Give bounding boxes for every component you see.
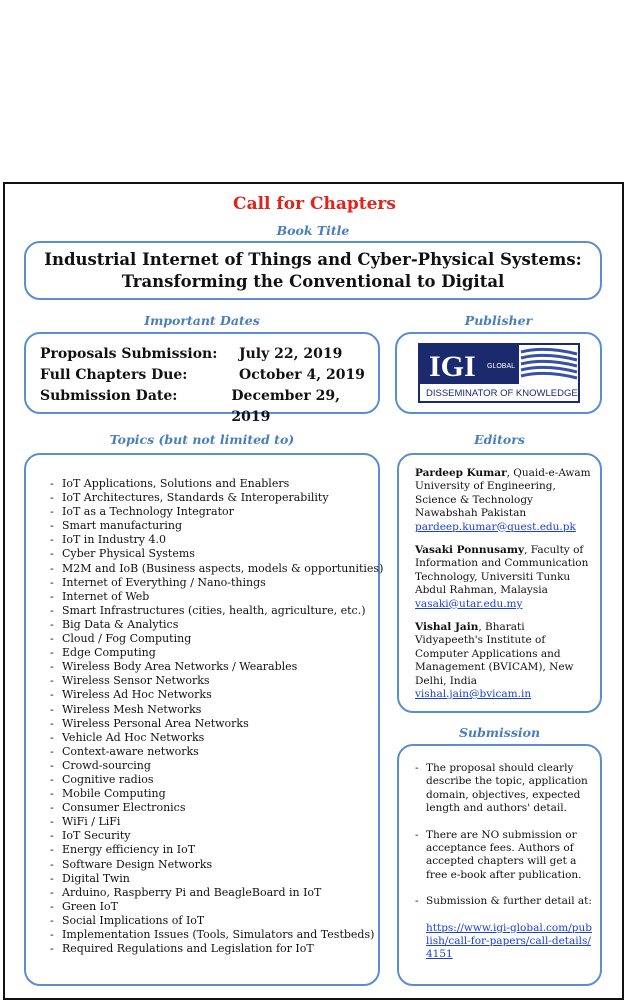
logo-global-text: GLOBAL: [486, 363, 515, 370]
topic-item: - Wireless Body Area Networks / Wearables: [50, 660, 378, 674]
page-title: Call for Chapters: [233, 194, 396, 214]
editor-email-link[interactable]: pardeep.kumar@quest.edu.pk: [415, 520, 576, 533]
topic-item: - WiFi / LiFi: [50, 815, 378, 829]
topic-item: - Energy efficiency in IoT: [50, 843, 378, 857]
date-name: Proposals Submission:: [40, 346, 218, 362]
topic-item: - M2M and IoB (Business aspects, models & opportunities): [50, 562, 378, 576]
topic-item: - Cyber Physical Systems: [50, 547, 378, 561]
topic-item: - Smart Infrastructures (cities, health, agriculture, etc.): [50, 604, 378, 618]
topics-list: [50, 477, 384, 956]
logo-tagline: DISSEMINATOR OF KNOWLEDGE: [425, 388, 578, 399]
topic-item: - Wireless Ad Hoc Networks: [50, 688, 378, 702]
important-dates-box: [24, 332, 380, 425]
logo-igi-text: IGI: [428, 350, 476, 383]
topic-item: - IoT as a Technology Integrator: [50, 505, 378, 519]
topic-item: - Edge Computing: [50, 646, 378, 660]
editors-box: [397, 453, 602, 713]
submission-item: - There are NO submission or acceptance fees. Authors of accepted chapters will get a free e-book after publication.: [415, 829, 592, 883]
topic-item: - Green IoT: [50, 900, 378, 914]
date-value: July 22, 2019: [239, 346, 343, 362]
editor-name: Vasaki Ponnusamy: [415, 544, 525, 557]
book-title-label: Book Title: [276, 223, 350, 238]
submission-item: - The proposal should clearly describe the topic, application domain, objectives, expected length and authors' detail.: [415, 762, 592, 816]
submission-label: Submission: [458, 725, 541, 740]
editor-name: Pardeep Kumar: [415, 467, 507, 479]
topic-item: - Smart manufacturing: [50, 519, 378, 533]
editor-affiliation: , Faculty of Information and Communication Technology, Universiti Tunku Abdul Rahman, Malaysia: [415, 544, 589, 597]
igi-global-logo: [417, 342, 581, 404]
editor-affiliation: , Bharati Vidyapeeth's Institute of Computer Applications and Management (BVICAM), New Delhi, India: [415, 621, 574, 687]
editor-email-link[interactable]: vishal.jain@bvicam.in: [415, 688, 532, 701]
editor-affiliation: , Quaid-e-Awam University of Engineering, Science & Technology Nawabshah Pakistan: [415, 467, 591, 520]
topics-label: Topics (but not limited to): [109, 432, 295, 447]
topics-box: [24, 453, 384, 986]
date-name: Submission Date:: [40, 388, 178, 404]
publisher-box: [395, 332, 602, 414]
date-value: October 4, 2019: [239, 367, 365, 383]
topic-item: - Crowd-sourcing: [50, 759, 378, 773]
submission-text: The proposal should clearly describe the topic, application domain, objectives, expected length and authors' detail.: [426, 762, 588, 815]
submission-item: - Submission & further detail at:: [415, 895, 592, 908]
topic-item: - IoT Applications, Solutions and Enablers: [50, 477, 378, 491]
topic-item: - Internet of Web: [50, 590, 378, 604]
topic-item: - Mobile Computing: [50, 787, 378, 801]
editor-entry: [415, 467, 594, 534]
topic-item: - IoT Architectures, Standards & Interoperability: [50, 491, 378, 505]
topic-item: - Social Implications of IoT: [50, 914, 378, 928]
submission-box: [397, 744, 602, 986]
important-dates-label: Important Dates: [144, 313, 260, 328]
topic-item: - Implementation Issues (Tools, Simulators and Testbeds): [50, 928, 378, 942]
submission-url-wrap: [415, 922, 592, 962]
book-title-line-2: Transforming the Conventional to Digital: [121, 271, 505, 291]
topic-item: - Consumer Electronics: [50, 801, 378, 815]
submission-url-link[interactable]: https://www.igi-global.com/publish/call-for-papers/call-details/4151: [426, 921, 592, 961]
editor-email-link[interactable]: vasaki@utar.edu.my: [415, 597, 523, 610]
topic-item: - Required Regulations and Legislation for IoT: [50, 942, 378, 956]
topic-item: - Internet of Everything / Nano-things: [50, 576, 378, 590]
book-title-line-1: Industrial Internet of Things and Cyber-Physical Systems:: [44, 249, 582, 269]
submission-text: There are NO submission or acceptance fees. Authors of accepted chapters will get a free e-book after publication.: [426, 828, 582, 881]
topic-item: - Context-aware networks: [50, 745, 378, 759]
topic-item: - Wireless Personal Area Networks: [50, 717, 378, 731]
topic-item: - Arduino, Raspberry Pi and BeagleBoard in IoT: [50, 886, 378, 900]
topic-item: - Digital Twin: [50, 872, 378, 886]
editor-name: Vishal Jain: [415, 621, 479, 634]
topic-item: - Cloud / Fog Computing: [50, 632, 378, 646]
topic-item: - Cognitive radios: [50, 773, 378, 787]
date-row: [40, 344, 378, 365]
submission-text: Submission & further detail at:: [426, 895, 592, 908]
editor-entry: [415, 621, 594, 701]
topic-item: - Wireless Sensor Networks: [50, 674, 378, 688]
date-value: December 29, 2019: [231, 388, 340, 425]
editors-label: Editors: [474, 432, 525, 447]
topic-item: - IoT in Industry 4.0: [50, 533, 378, 547]
topic-item: - Vehicle Ad Hoc Networks: [50, 731, 378, 745]
topic-item: - Big Data & Analytics: [50, 618, 378, 632]
topic-item: - Software Design Networks: [50, 858, 378, 872]
topic-item: - Wireless Mesh Networks: [50, 703, 378, 717]
topic-item: - IoT Security: [50, 829, 378, 843]
publisher-label: Publisher: [464, 313, 533, 328]
editor-entry: [415, 544, 594, 611]
book-title-box: [24, 241, 602, 300]
date-row: [40, 365, 378, 386]
date-name: Full Chapters Due:: [40, 367, 188, 383]
date-row: [40, 386, 378, 428]
